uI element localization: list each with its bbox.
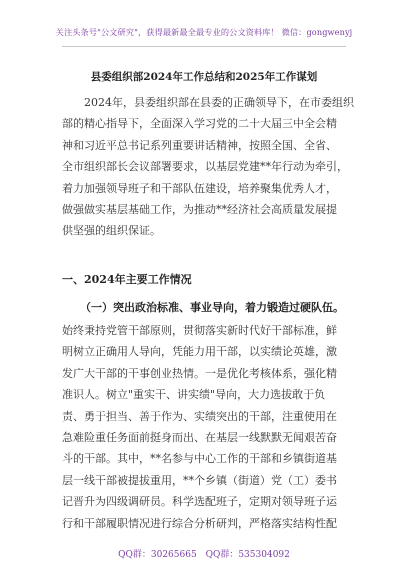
section-heading: 一、2024年主要工作情况 [62,273,192,286]
paragraph-line: 着力加强领导班子和干部队伍建设，培养聚集优秀人才， [62,181,337,195]
header-divider [62,46,346,47]
paragraph-line: 行和干部履职情况进行综合分析研判，严格落实结构性配 [62,516,337,530]
subsection-heading: （一）突出政治标准、事业导向，着力锻造过硬队伍。 [80,301,344,314]
paragraph-line: 斗的干部。其中，**名参与中心工作的干部和乡镇街道基 [62,452,337,466]
document-title: 县委组织部2024年工作总结和2025年工作谋划 [90,71,318,83]
paragraph-line: 做强做实基层基础工作，为推动**经济社会高质量发展提 [62,203,337,217]
intro-paragraph [62,92,354,242]
paragraph-line: 急难险重任务面前挺身而出、在基层一线默默无闻艰苦奋 [62,431,337,445]
paragraph-line: 部的精心指导下，全面深入学习党的二十大届三中全会精 [62,117,337,131]
footer-contacts [0,547,408,560]
footer-qq-group-2: QQ群：535304092 [205,550,290,560]
paragraph-line: 发广大干部的干事创业热情。一是优化考核体系，强化精 [62,366,337,380]
paragraph-line: 明树立正确用人导向，凭能力用干部，以实绩论英雄，激 [62,345,337,359]
paragraph-line: 层一线干部被提拔重用，**个乡镇（街道）党（工）委书 [62,473,337,487]
paragraph-line: 记晋升为四级调研员。科学选配班子，定期对领导班子运 [62,495,337,509]
body-paragraph [62,320,349,534]
paragraph-line: 责、勇于担当、善于作为、实绩突出的干部，注重使用在 [62,409,337,423]
paragraph-line: 供坚强的组织保证。 [62,224,161,238]
footer-qq-group-1: QQ群：30265665 [118,550,197,560]
paragraph-line: 全市组织部长会议部署要求，以基层党建**年行动为牵引， [62,160,348,174]
paragraph-line: 2024年，县委组织部在县委的正确领导下，在市委组织 [62,96,354,109]
header-note: 关注头条号"公文研究"，获得最新最全最专业的公文资料库！ 微信：gongwenyj [55,27,353,37]
paragraph-line: 神和习近平总书记系列重要讲话精神，按照全国、全省、 [62,138,337,152]
paragraph-line: 准识人。树立"重实干、讲实绩"导向，大力选拔敢于负 [62,388,326,402]
paragraph-line: 始终秉持党管干部原则，贯彻落实新时代好干部标准，鲜 [62,324,337,337]
